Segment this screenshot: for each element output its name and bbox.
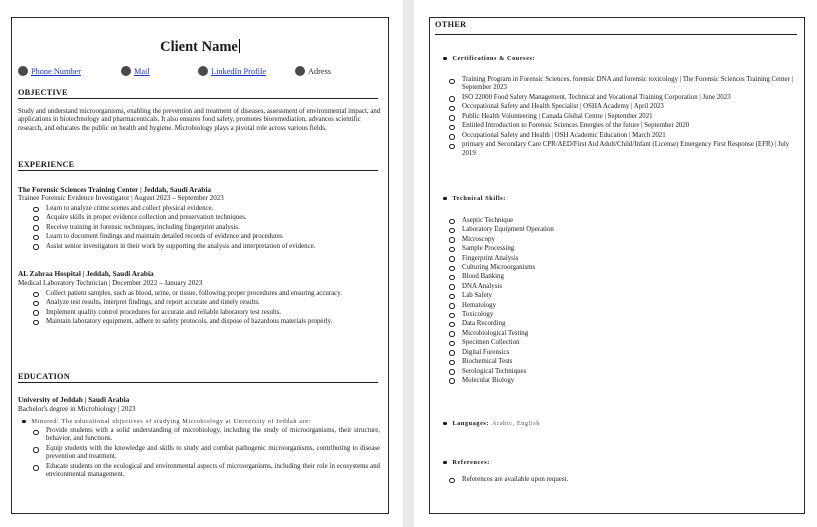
list-item: Lab Safety [446,291,746,300]
phone-icon [18,66,28,76]
minored-text: The educational objectives of studying Microbiology at University of Jeddah are: [61,418,311,425]
other-title: OTHER [435,20,797,35]
skills-heading [443,195,506,202]
job-1-heading: The Forensic Sciences Training Center | Jeddah, Saudi Arabia [18,185,212,194]
certifications-label: Certifications & Courses: [452,55,536,62]
education-degree: Bachelor's degree in Microbiology | 2023 [18,405,136,413]
list-item: Acquire skills in proper evidence collection and preservation techniques. [30,213,380,222]
list-item: Laboratory Equipment Operation [446,225,746,234]
text-caret [239,39,240,53]
list-item: Biochemical Tests [446,357,746,366]
job-2-subtitle: Medical Laboratory Technician | December 2022 – January 2023 [18,279,203,287]
list-item: Receive training in forensic techniques, including fingerprint analysis. [30,223,380,232]
list-item: Fingerprint Analysis [446,254,746,263]
references-label: References: [452,459,490,466]
list-item: Assist senior investigators in their work by supporting the analysis and interpretation of evidence. [30,242,380,251]
list-item: Learn to analyze crime scenes and collect physical evidence. [30,204,380,213]
bullet-dot-icon [443,461,447,465]
contact-address [295,66,331,76]
resume-page-2 [414,0,817,527]
education-title: EDUCATION [18,372,378,383]
list-item: Microbiological Testing [446,329,746,338]
client-name-text: Client Name [160,39,238,55]
list-item: Educate students on the ecological and environmental aspects of microorganisms, including their role in ecosystems and environmental management. [30,463,380,480]
list-item: Serological Techniques [446,367,746,376]
list-item: Provide students with a solid understanding of microbiology, including the study of microorganisms, their structure, behavior, and functions. [30,427,380,444]
list-item: Data Recording [446,319,746,328]
page-1-frame [11,17,389,514]
list-item: Molecular Biology [446,376,746,385]
languages-value: Arabic, English [492,420,540,427]
list-item: Collect patient samples, such as blood, urine, or tissue, following proper procedures and ensuring accuracy. [30,289,386,298]
minored-label: Minored: [31,418,60,425]
contact-phone[interactable] [18,66,81,76]
job-1-subtitle: Trainee Forensic Evidence Investigator | August 2023 – September 2023 [18,194,224,202]
page-2-frame [429,17,805,514]
list-item: DNA Analysis [446,282,746,291]
list-item: Toxicology [446,310,746,319]
list-item: Training Program in Forensic Sciences, forensic DNA and forensic toxicology | The Forensic Sciences Training Center | September 2023 [446,76,802,93]
skills-label: Technical Skills: [452,195,506,202]
list-item: Microscopy [446,235,746,244]
list-item: Culturing Microorganisms [446,263,746,272]
list-item: ISO 22000 Food Safety Management, Technical and Vocational Training Corporation | June 2023 [446,94,802,102]
list-item: Entitled Introduction to Forensic Sciences Energies of the future | September 2020 [446,122,802,130]
bullet-dot-icon [22,420,26,424]
linkedin-link[interactable]: LinkedIn Profile [211,66,267,76]
list-item: Learn to document findings and maintain detailed records of evidence and procedures [30,232,380,241]
resume-page-1 [0,0,403,527]
objective-text: Study and understand microorganisms, enabling the prevention and treatment of diseases, assessment of environmental impact, and applications in biotechnology and pharmaceuticals. It also ensures food safety, promotes bioremediation, advances scientific research, and educates the public on health and hygiene. Microbiology plays a pivotal role across various fields. [18,108,381,132]
contact-row [18,66,384,80]
certifications-list [446,76,802,159]
skills-list [446,216,746,385]
education-minored-line [22,418,311,425]
languages-line [443,420,540,427]
education-bullets [30,427,380,480]
list-item: Specimen Collection [446,338,746,347]
job-2-heading: AL Zahraa Hospital | Jeddah, Saudi Arabia [18,269,154,278]
bullet-dot-icon [443,57,447,61]
list-item: References are available upon request. [446,475,746,484]
list-item: Equip students with the knowledge and skills to study and combat pathogenic microorganisms, contributing to disease prevention and treatment. [30,445,380,462]
list-item: Maintain laboratory equipment, adhere to safety protocols, and dispose of hazardous materials properly. [30,317,386,326]
list-item: Implement quality control procedures for accurate and reliable laboratory test results. [30,308,386,317]
education-school: University of Jeddah | Saudi Arabia [18,395,130,404]
contact-linkedin[interactable] [198,66,266,76]
job-1-bullets [30,204,380,251]
list-item: Occupational Safety and Health Specialist | OSHA Academy | April 2023 [446,103,802,111]
address-text: Adress [308,66,332,76]
list-item: Public Health Volunteering | Canada Global Centre | September 2021 [446,113,802,121]
contact-mail[interactable] [121,66,150,76]
languages-label: Languages: [452,420,490,427]
list-item: Occupational Safety and Health | OSH Academic Education | March 2021 [446,132,802,140]
list-item: Blood Banking [446,272,746,281]
experience-title: EXPERIENCE [18,160,378,171]
list-item: Hematology [446,301,746,310]
job-2-bullets [30,289,386,327]
linkedin-icon [198,66,208,76]
list-item: primary and Secondary Care CPR/AED/First Aid Adult/Child/Infant (License) Emergency First Response (EFR) | July 2019 [446,141,802,158]
certifications-heading [443,55,535,62]
mail-link[interactable]: Mail [134,66,150,76]
list-item: Digital Forensics [446,348,746,357]
mail-icon [121,66,131,76]
bullet-dot-icon [443,422,447,426]
bullet-dot-icon [443,197,447,201]
location-pin-icon [295,66,305,76]
phone-link[interactable]: Phone Number [31,66,82,76]
references-list [446,475,746,484]
client-name-heading[interactable] [12,39,388,56]
list-item: Analyze test results, interpret findings, and report accurate and timely results. [30,298,386,307]
references-heading [443,459,490,466]
list-item: Sample Processing [446,244,746,253]
objective-title: OBJECTIVE [18,88,378,99]
list-item: Aseptic Technique [446,216,746,225]
